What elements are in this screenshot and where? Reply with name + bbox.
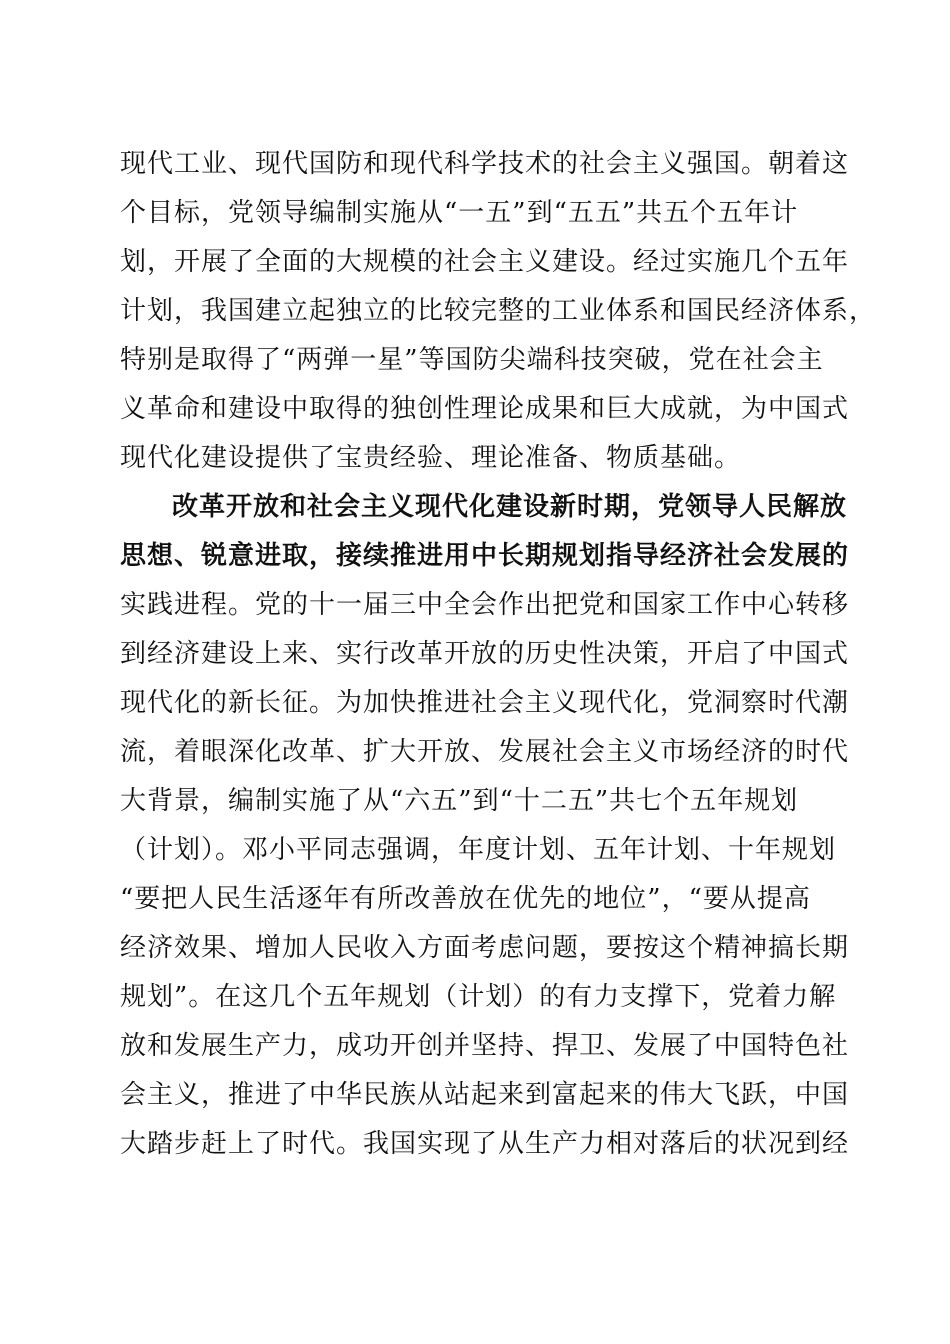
text-line: 划，开展了全面的大规模的社会主义建设。经过实施几个五年: [120, 247, 850, 277]
text-line: 现代化的新长征。为加快推进社会主义现代化，党洞察时代潮: [120, 688, 850, 718]
text-line: 经济效果、增加人民收入方面考虑问题，要按这个精神搞长期: [120, 933, 850, 963]
text-line: 放和发展生产力，成功开创并坚持、捍卫、发展了中国特色社: [120, 1031, 850, 1061]
body-text: [120, 140, 877, 1169]
text-line: 个目标，党领导编制实施从“一五”到“五五”共五个五年计: [120, 198, 799, 228]
text-line: 大踏步赶上了时代。我国实现了从生产力相对落后的状况到经: [120, 1129, 850, 1159]
text-line: 会主义，推进了中华民族从站起来到富起来的伟大飞跃，中国: [120, 1080, 850, 1110]
text-line: “要把人民生活逐年有所改善放在优先的地位”，“要从提高: [120, 884, 811, 914]
text-line: 计划，我国建立起独立的比较完整的工业体系和国民经济体系，: [120, 296, 877, 326]
text-line: 现代化建设提供了宝贵经验、理论准备、物质基础。: [120, 443, 742, 473]
text-line: 义革命和建设中取得的独创性理论成果和巨大成就，为中国式: [120, 394, 850, 424]
text-line: 到经济建设上来、实行改革开放的历史性决策，开启了中国式: [120, 639, 850, 669]
paragraph-lead-line: 改革开放和社会主义现代化建设新时期，党领导人民解放: [172, 492, 848, 522]
text-line: 实践进程。党的十一届三中全会作出把党和国家工作中心转移: [120, 590, 850, 620]
text-line: （计划）。邓小平同志强调，年度计划、五年计划、十年规划: [120, 835, 837, 865]
text-line: 大背景，编制实施了从“六五”到“十二五”共七个五年规划: [120, 786, 799, 816]
text-line: 规划”。在这几个五年规划（计划）的有力支撑下，党着力解: [120, 982, 837, 1012]
text-line: 特别是取得了“两弹一星”等国防尖端科技突破，党在社会主: [120, 345, 824, 375]
text-line: 思想、锐意进取，接续推进用中长期规划指导经济社会发展的: [120, 541, 850, 571]
text-line: 流，着眼深化改革、扩大开放、发展社会主义市场经济的时代: [120, 737, 850, 767]
text-line: 现代工业、现代国防和现代科学技术的社会主义强国。朝着这: [120, 149, 850, 179]
